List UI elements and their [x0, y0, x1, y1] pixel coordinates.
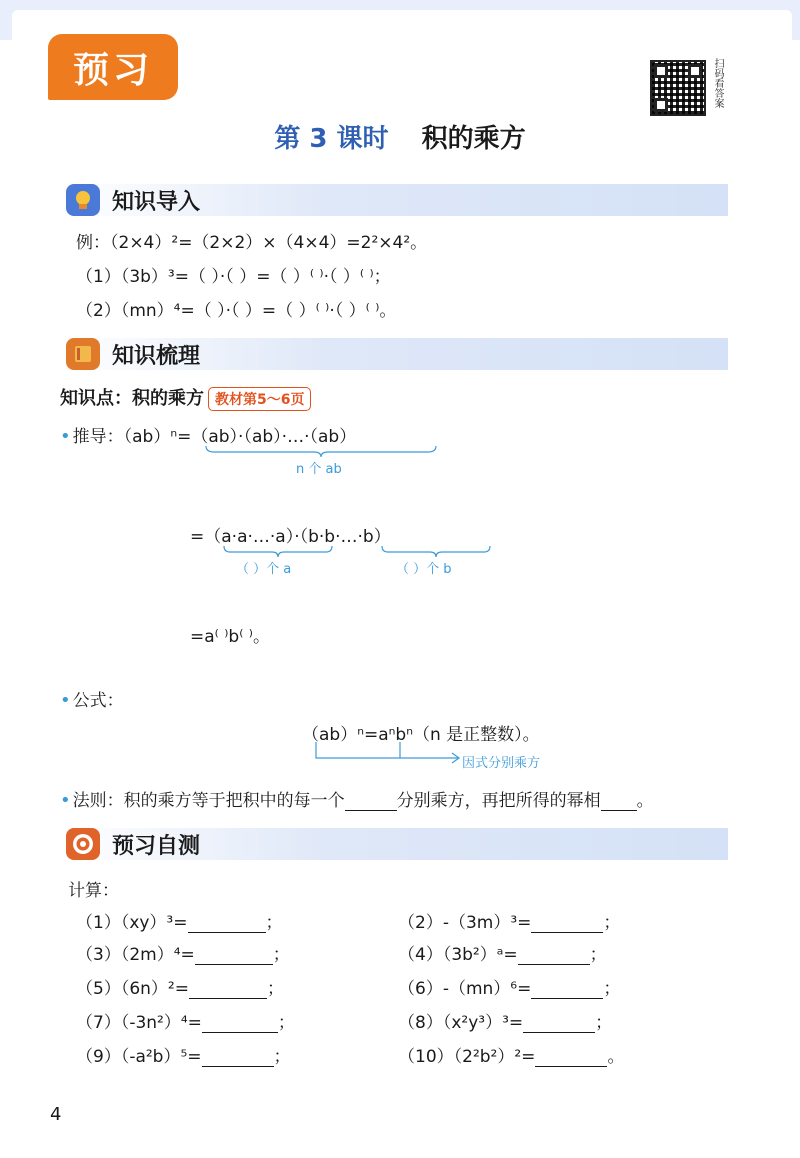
intro-example: 例：（2×4）²=（2×2）×（4×4）=2²×4²。	[76, 233, 428, 253]
qr-label: 扫码看答案	[712, 58, 723, 108]
rule-blank-1[interactable]	[345, 792, 397, 811]
exercise-6	[398, 974, 620, 999]
knowledge-point	[60, 384, 311, 411]
exercise-3-text: （3）（2m）⁴=	[76, 945, 195, 965]
answer-blank-1[interactable]	[188, 914, 266, 933]
exercise-4	[398, 940, 607, 965]
answer-blank-5[interactable]	[189, 980, 267, 999]
intro-question-2: （2）（mn）⁴=（ ）·（ ）=（ ）⁽ ⁾·（ ）⁽ ⁾。	[76, 301, 397, 321]
answer-blank-9[interactable]	[202, 1048, 274, 1067]
exercise-5	[76, 974, 284, 999]
exercise-7-text: （7）（-3n²）⁴=	[76, 1013, 202, 1033]
book-icon	[66, 338, 100, 370]
exercise-10-text: （10）（2²b²）²=	[398, 1047, 536, 1067]
rule-label: 法则：	[72, 791, 124, 811]
exercise-9-text: （9）（-a²b）⁵=	[76, 1047, 202, 1067]
derive-line-2: =（a·a·…·a）·（b·b·…·b）	[190, 527, 391, 547]
preview-badge: 预习	[48, 34, 178, 100]
section-title-intro: 知识导入	[112, 190, 201, 215]
exercise-6-text: （6）-（mn）⁶=	[398, 979, 532, 999]
formula: （ab）ⁿ=aⁿbⁿ（n 是正整数）。	[302, 725, 540, 745]
brace-label-2: （ ）个 a	[236, 562, 292, 577]
textbook-ref-tag: 教材第5～6页	[208, 387, 311, 411]
answer-blank-3[interactable]	[195, 946, 273, 965]
intro-question-1: （1）（3b）³=（ ）·（ ）=（ ）⁽ ⁾·（ ）⁽ ⁾；	[76, 267, 391, 287]
lesson-number: 第 3 课时	[274, 124, 389, 154]
lightbulb-icon	[66, 184, 100, 216]
page-number: 4	[50, 1104, 62, 1125]
exercise-1-text: （1）（xy）³=	[76, 913, 188, 933]
brace-2	[222, 544, 334, 558]
exercise-2	[398, 908, 620, 933]
lesson-title	[0, 118, 800, 155]
exercise-5-end: ；	[266, 979, 284, 999]
brace-label-1: n 个 ab	[296, 462, 342, 477]
qr-code-icon[interactable]	[650, 60, 706, 116]
rule-text-1: 积的乘方等于把积中的每一个	[123, 791, 345, 811]
exercise-3	[76, 940, 290, 965]
brace-label-3: （ ）个 b	[396, 562, 452, 577]
selftest-prompt: 计算：	[68, 881, 119, 901]
answer-blank-6[interactable]	[531, 980, 603, 999]
exercise-5-text: （5）（6n）²=	[76, 979, 189, 999]
rule-end: 。	[636, 791, 654, 811]
answer-blank-8[interactable]	[523, 1014, 595, 1033]
exercise-1	[76, 908, 283, 933]
exercise-2-text: （2）-（3m）³=	[398, 913, 532, 933]
derive-label: 推导：	[72, 427, 124, 447]
brace-3	[380, 544, 492, 558]
answer-blank-10[interactable]	[535, 1048, 607, 1067]
exercise-3-end: ；	[272, 945, 290, 965]
rule-row	[60, 786, 654, 811]
exercise-7-end: ；	[277, 1013, 295, 1033]
lesson-topic: 积的乘方	[421, 124, 526, 154]
target-icon	[66, 828, 100, 860]
knowledge-point-label: 知识点：积的乘方	[60, 388, 204, 409]
exercise-2-end: ；	[603, 913, 621, 933]
formula-arrow	[312, 740, 462, 766]
exercise-10-end: 。	[607, 1047, 625, 1067]
answer-blank-4[interactable]	[518, 946, 590, 965]
exercise-1-end: ；	[265, 913, 283, 933]
brace-1	[204, 444, 438, 458]
rule-blank-2[interactable]	[601, 792, 637, 811]
bullet-dot: •	[60, 426, 71, 447]
exercise-8-end: ；	[595, 1013, 613, 1033]
exercise-7	[76, 1008, 295, 1033]
qr-block[interactable]	[650, 58, 728, 120]
exercise-8-text: （8）（x²y³）³=	[398, 1013, 524, 1033]
bullet-dot: •	[60, 790, 71, 811]
exercise-10	[398, 1042, 624, 1067]
answer-blank-7[interactable]	[202, 1014, 278, 1033]
exercise-4-text: （4）（3b²）ᵃ=	[398, 945, 518, 965]
rule-text-2: 分别乘方，再把所得的幂相	[396, 791, 601, 811]
exercise-9	[76, 1042, 291, 1067]
bullet-dot: •	[60, 690, 71, 711]
exercise-6-end: ；	[603, 979, 621, 999]
section-title-selftest: 预习自测	[112, 834, 201, 859]
answer-blank-2[interactable]	[531, 914, 603, 933]
derive-line-3: =a⁽ ⁾b⁽ ⁾。	[190, 627, 270, 647]
exercise-4-end: ；	[589, 945, 607, 965]
formula-note: 因式分别乘方	[462, 756, 541, 771]
exercise-9-end: ；	[273, 1047, 291, 1067]
formula-label: 公式：	[72, 691, 124, 711]
exercise-8	[398, 1008, 612, 1033]
section-title-review: 知识梳理	[112, 344, 201, 369]
formula-row	[60, 686, 124, 711]
derive-line-1: （ab）ⁿ=（ab）·（ab）·…·（ab）	[123, 427, 357, 447]
